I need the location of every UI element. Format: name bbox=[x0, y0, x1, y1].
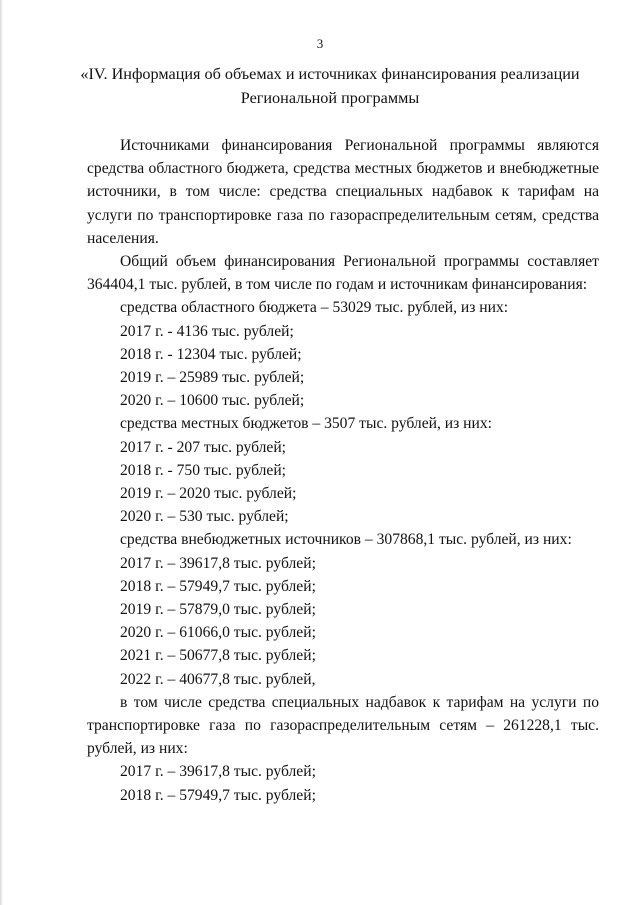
section-heading: «IV. Информация об объемах и источниках финансирования реализации Региональной программы bbox=[80, 65, 580, 107]
local-budget-title: средства местных бюджетов – 3507 тыс. рублей, из них: bbox=[120, 415, 492, 433]
local-year-2020: 2020 г. – 530 тыс. рублей; bbox=[120, 508, 289, 526]
surcharges-year-2017: 2017 г. – 39617,8 тыс. рублей; bbox=[120, 763, 316, 781]
local-year-2018: 2018 г. - 750 тыс. рублей; bbox=[120, 461, 287, 479]
page-number: 3 bbox=[316, 36, 324, 51]
offbudget-year-2020: 2020 г. – 61066,0 тыс. рублей; bbox=[120, 624, 316, 642]
offbudget-year-2018: 2018 г. – 57949,7 тыс. рублей; bbox=[120, 577, 316, 595]
regional-year-2020: 2020 г. – 10600 тыс. рублей; bbox=[120, 392, 305, 410]
offbudget-year-2022: 2022 г. – 40677,8 тыс. рублей, bbox=[120, 670, 316, 688]
regional-year-2019: 2019 г. – 25989 тыс. рублей; bbox=[120, 369, 305, 387]
paragraph-surcharges: в том числе средства специальных надбавок к тарифам на услуги по транспортировке газа по газораспределительным сетям – 261228,1 тыс. рублей, из них: bbox=[87, 693, 599, 758]
regional-year-2017: 2017 г. - 4136 тыс. рублей; bbox=[120, 322, 294, 340]
local-year-2017: 2017 г. - 207 тыс. рублей; bbox=[120, 438, 287, 456]
document-body bbox=[87, 134, 599, 807]
local-year-2019: 2019 г. – 2020 тыс. рублей; bbox=[120, 485, 297, 503]
regional-budget-title: средства областного бюджета – 53029 тыс. рублей, из них: bbox=[120, 299, 509, 317]
offbudget-year-2019: 2019 г. – 57879,0 тыс. рублей; bbox=[120, 601, 316, 619]
offbudget-title: средства внебюджетных источников – 307868,1 тыс. рублей, из них: bbox=[120, 531, 572, 549]
scan-edge bbox=[0, 0, 3, 905]
offbudget-year-2017: 2017 г. – 39617,8 тыс. рублей; bbox=[120, 554, 316, 572]
surcharges-year-2018: 2018 г. – 57949,7 тыс. рублей; bbox=[120, 786, 316, 804]
offbudget-year-2021: 2021 г. – 50677,8 тыс. рублей; bbox=[120, 647, 316, 665]
paragraph-total: Общий объем финансирования Региональной программы составляет 364404,1 тыс. рублей, в том числе по годам и источникам финансирования: bbox=[87, 253, 599, 294]
paragraph-sources: Источниками финансирования Региональной программы являются средства областного бюджета, средства местных бюджетов и внебюджетные источники, в том числе: средства специальных надбавок к тарифам на услуги по транспортировке газа по газораспределительным сетям, средства населения. bbox=[87, 137, 599, 247]
regional-year-2018: 2018 г. - 12304 тыс. рублей; bbox=[120, 345, 302, 363]
